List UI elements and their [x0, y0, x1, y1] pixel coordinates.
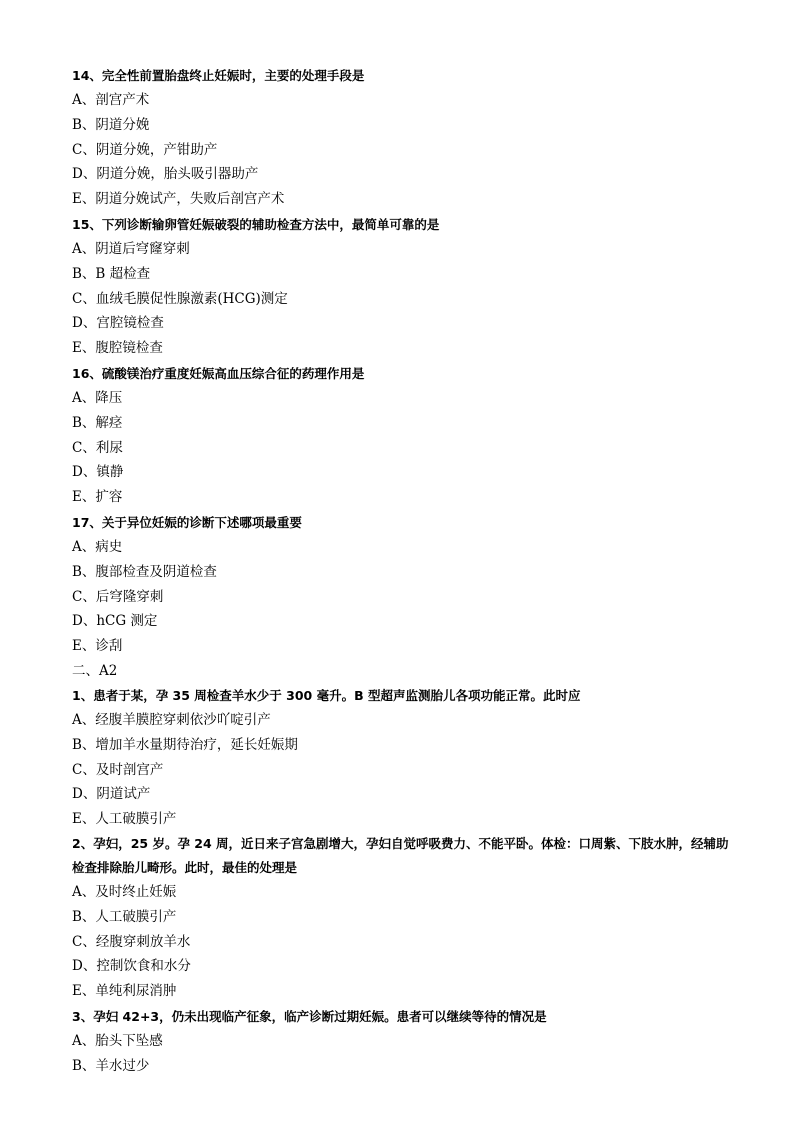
answer-option: C、阴道分娩，产钳助产 [72, 141, 218, 158]
answer-option: A、胎头下坠感 [72, 1032, 163, 1049]
answer-option: B、阴道分娩 [72, 116, 150, 133]
answer-option: B、B 超检查 [72, 265, 151, 282]
question-block [72, 510, 732, 659]
document-body [72, 63, 732, 1079]
answer-option: A、及时终止妊娠 [72, 883, 177, 900]
answer-option: E、扩容 [72, 489, 123, 506]
answer-option: D、控制饮食和水分 [72, 958, 191, 975]
question-block [72, 212, 732, 361]
question-stem: 16、硫酸镁治疗重度妊娠高血压综合征的药理作用是 [72, 365, 365, 381]
question-block [72, 63, 732, 212]
question-block [72, 1004, 732, 1079]
answer-option: D、宫腔镜检查 [72, 315, 164, 332]
answer-option: D、阴道分娩，胎头吸引器助产 [72, 166, 259, 183]
answer-option: B、腹部检查及阴道检查 [72, 563, 217, 580]
answer-option: E、阴道分娩试产，失败后剖宫产术 [72, 191, 285, 208]
section-heading: 二、A2 [72, 662, 118, 679]
answer-option: A、经腹羊膜腔穿刺依沙吖啶引产 [72, 711, 271, 728]
answer-option: E、诊刮 [72, 638, 123, 655]
answer-option: D、镇静 [72, 464, 124, 481]
question-stem: 17、关于异位妊娠的诊断下述哪项最重要 [72, 514, 302, 530]
answer-option: A、降压 [72, 389, 123, 406]
question-stem: 3、孕妇 42+3，仍未出现临产征象，临产诊断过期妊娠。患者可以继续等待的情况是 [72, 1008, 547, 1024]
answer-option: B、增加羊水量期待治疗，延长妊娠期 [72, 736, 298, 753]
question-stem: 14、完全性前置胎盘终止妊娠时，主要的处理手段是 [72, 68, 365, 83]
answer-option: E、腹腔镜检查 [72, 340, 163, 357]
answer-option: C、经腹穿刺放羊水 [72, 933, 191, 950]
answer-option: C、后穹隆穿刺 [72, 588, 164, 605]
answer-option: C、利尿 [72, 439, 123, 456]
answer-option: E、单纯利尿消肿 [72, 983, 177, 1000]
answer-option: D、hCG 测定 [72, 613, 158, 630]
answer-option: C、血绒毛膜促性腺激素(HCG)测定 [72, 290, 288, 307]
answer-option: B、人工破膜引产 [72, 908, 177, 925]
answer-option: A、病史 [72, 538, 123, 555]
question-block [72, 361, 732, 510]
question-stem: 15、下列诊断输卵管妊娠破裂的辅助检查方法中，最简单可靠的是 [72, 216, 440, 232]
question-block [72, 683, 732, 832]
answer-option: D、阴道试产 [72, 786, 151, 803]
answer-option: A、阴道后穹窿穿刺 [72, 240, 190, 257]
answer-option: E、人工破膜引产 [72, 811, 177, 828]
answer-option: C、及时剖宫产 [72, 761, 164, 778]
question-block [72, 832, 732, 1004]
answer-option: B、羊水过少 [72, 1057, 150, 1074]
question-stem: 2、孕妇，25 岁。孕 24 周，近日来子宫急剧增大，孕妇自觉呼吸费力、不能平卧。体检：口周紫、下肢水肿，经辅助检查排除胎儿畸形。此时，最佳的处理是 [72, 835, 729, 875]
question-stem: 1、患者于某，孕 35 周检查羊水少于 300 毫升。B 型超声监测胎儿各项功能正常。此时应 [72, 687, 581, 703]
answer-option: B、解痉 [72, 414, 123, 431]
answer-option: A、剖宫产术 [72, 92, 150, 108]
